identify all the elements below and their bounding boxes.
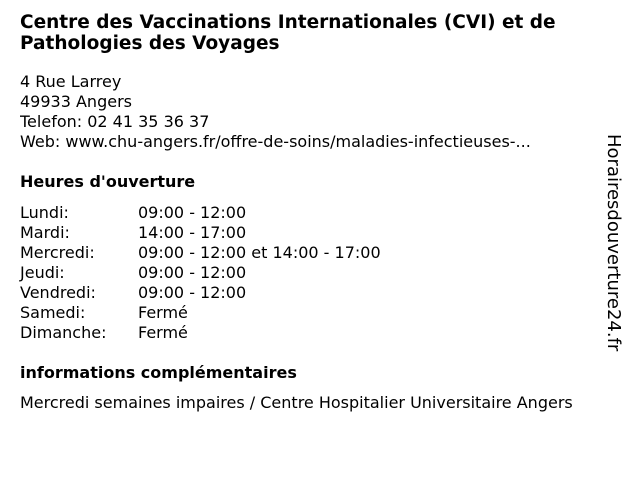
day-label: Jeudi:	[20, 263, 65, 282]
day-label: Dimanche:	[20, 323, 107, 342]
time-value: 09:00 - 12:00	[138, 203, 247, 222]
city-address: 49933 Angers	[20, 92, 132, 111]
page-title: Centre des Vaccinations Internationales (CVI) et de Pathologies des Voyages	[20, 12, 556, 54]
website-link[interactable]: Web: www.chu-angers.fr/offre-de-soins/maladies-infectieuses-...	[20, 132, 531, 151]
hours-row-friday	[20, 283, 610, 303]
time-value: 09:00 - 12:00	[138, 283, 247, 302]
hours-row-saturday	[20, 303, 610, 323]
phone-number: Telefon: 02 41 35 36 37	[20, 112, 210, 131]
time-value: Fermé	[138, 303, 188, 322]
address-block	[20, 72, 610, 152]
day-label: Mercredi:	[20, 243, 95, 262]
listing-card	[20, 12, 610, 413]
info-heading: informations complémentaires	[20, 363, 297, 382]
street-address: 4 Rue Larrey	[20, 72, 122, 91]
hours-row-sunday	[20, 323, 610, 343]
hours-row-thursday	[20, 263, 610, 283]
time-value: 09:00 - 12:00 et 14:00 - 17:00	[138, 243, 381, 262]
hours-table	[20, 203, 610, 343]
hours-row-tuesday	[20, 223, 610, 243]
info-text: Mercredi semaines impaires / Centre Hospitalier Universitaire Angers	[20, 393, 573, 412]
hours-heading: Heures d'ouverture	[20, 172, 196, 191]
hours-row-wednesday	[20, 243, 610, 263]
time-value: 14:00 - 17:00	[138, 223, 247, 242]
day-label: Lundi:	[20, 203, 69, 222]
day-label: Vendredi:	[20, 283, 96, 302]
site-watermark: Horairesdouverture24.fr	[603, 134, 624, 352]
hours-row-monday	[20, 203, 610, 223]
day-label: Mardi:	[20, 223, 70, 242]
day-label: Samedi:	[20, 303, 86, 322]
time-value: Fermé	[138, 323, 188, 342]
time-value: 09:00 - 12:00	[138, 263, 247, 282]
